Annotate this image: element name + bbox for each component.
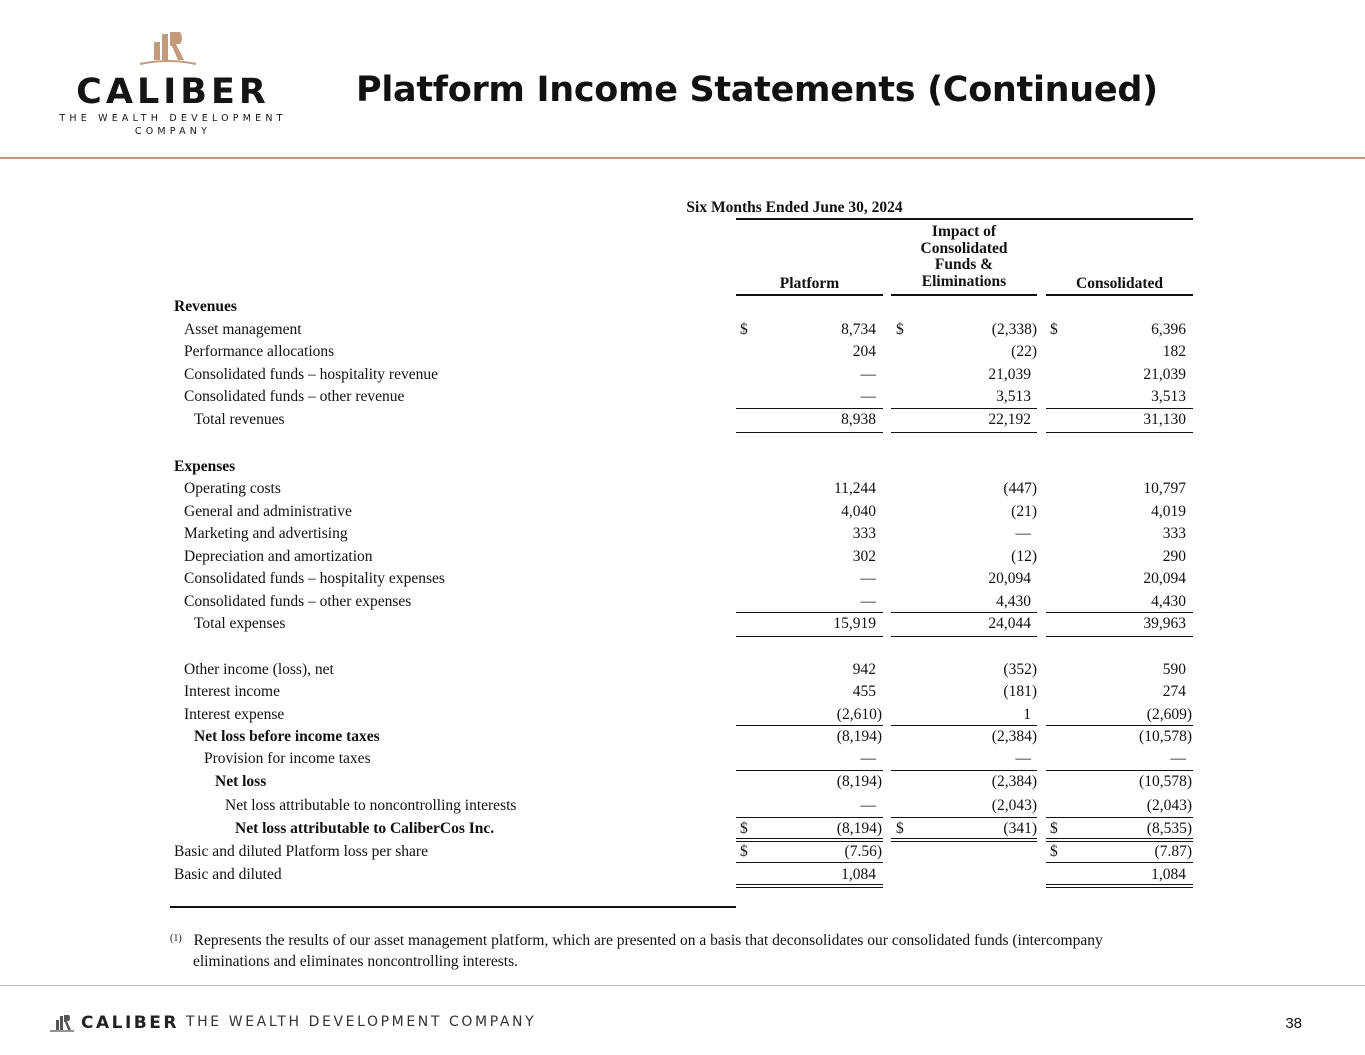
dollar-sign: $ [896, 321, 904, 338]
page-number: 38 [1285, 1015, 1302, 1032]
cell-platform: 942 [852, 661, 876, 678]
cell-impact: 20,094 [988, 570, 1031, 587]
col-header-rule [891, 294, 1037, 296]
table-rule [891, 725, 1037, 726]
row-label: Net loss [215, 773, 267, 790]
footer-wordmark: CALIBER [81, 1013, 179, 1033]
cell-consolidated: 39,963 [1143, 615, 1186, 632]
col-header-rule [736, 294, 883, 296]
footer-tagline: THE WEALTH DEVELOPMENT COMPANY [186, 1014, 537, 1030]
cell-impact: (181) [1003, 683, 1037, 700]
table-row [0, 661, 1365, 683]
table-row [0, 797, 1365, 819]
period-header: Six Months Ended June 30, 2024 [686, 199, 903, 216]
caliber-building-icon [50, 1014, 74, 1032]
row-label: Interest expense [184, 706, 285, 723]
cell-impact: (2,043) [991, 797, 1037, 814]
cell-platform: 15,919 [833, 615, 876, 632]
cell-platform: — [860, 797, 876, 814]
cell-consolidated: 1,084 [1151, 866, 1186, 883]
row-label: Net loss before income taxes [194, 728, 380, 745]
table-rule [891, 838, 1037, 842]
table-rule [891, 817, 1037, 818]
table-rule [736, 838, 883, 842]
cell-impact: (2,384) [991, 728, 1037, 745]
dollar-sign: $ [1050, 843, 1058, 860]
brand-tagline-line2: COMPANY [134, 126, 212, 137]
cell-platform: 455 [852, 683, 876, 700]
table-rule [736, 817, 883, 818]
table-row [0, 503, 1365, 525]
table-rule [1046, 838, 1193, 842]
cell-platform: 204 [852, 343, 876, 360]
brand-logo [48, 28, 298, 140]
cell-impact: 21,039 [988, 366, 1031, 383]
row-label: Total expenses [194, 615, 286, 632]
cell-platform: 333 [852, 525, 876, 542]
cell-consolidated: 6,396 [1151, 321, 1186, 338]
footnote-divider [170, 906, 736, 908]
table-row [0, 458, 1365, 480]
row-label: Total revenues [194, 411, 285, 428]
table-rule [736, 636, 883, 637]
table-rule [1046, 612, 1193, 613]
row-label: Net loss attributable to CaliberCos Inc. [235, 820, 495, 837]
brand-wordmark: CALIBER [76, 72, 270, 112]
row-label: Performance allocations [184, 343, 335, 360]
col-header-impact-line: Eliminations [921, 272, 1007, 290]
row-label: Consolidated funds – hospitality expenses [184, 570, 445, 587]
row-label: Consolidated funds – other revenue [184, 388, 405, 405]
cell-platform: 1,084 [841, 866, 876, 883]
cell-platform: 4,040 [841, 503, 876, 520]
dollar-sign: $ [1050, 820, 1058, 837]
cell-consolidated: (7.87) [1154, 843, 1192, 860]
col-header-impact-line: Consolidated [920, 239, 1008, 257]
table-rule [736, 884, 883, 888]
table-rule [736, 770, 883, 771]
footnote [170, 930, 1230, 972]
header-divider [0, 157, 1365, 159]
table-row [0, 728, 1365, 750]
cell-consolidated: 20,094 [1143, 570, 1186, 587]
cell-platform: (8,194) [836, 728, 882, 745]
col-header-impact [891, 224, 1037, 290]
col-header-rule [1046, 294, 1193, 296]
table-rule [736, 612, 883, 613]
table-rule [736, 725, 883, 726]
cell-platform: — [860, 570, 876, 587]
table-row [0, 773, 1365, 795]
table-row [0, 548, 1365, 570]
dollar-sign: $ [740, 820, 748, 837]
cell-impact: (447) [1003, 480, 1037, 497]
cell-consolidated: 10,797 [1143, 480, 1186, 497]
table-row [0, 321, 1365, 343]
row-label: Marketing and advertising [184, 525, 348, 542]
cell-impact: 3,513 [996, 388, 1031, 405]
row-label: Other income (loss), net [184, 661, 334, 678]
table-rule [891, 612, 1037, 613]
cell-consolidated: 182 [1162, 343, 1186, 360]
footnote-marker: (1) [170, 933, 182, 944]
table-rule [891, 770, 1037, 771]
footnote-line2: eliminations and eliminates noncontrolling interests. [193, 953, 519, 970]
table-rule [1046, 408, 1193, 409]
footnote-line1 [170, 930, 1230, 951]
cell-platform: (8,194) [836, 773, 882, 790]
col-header-impact-line: Impact of [931, 223, 997, 240]
cell-platform: (7.56) [844, 843, 882, 860]
cell-consolidated: 333 [1162, 525, 1186, 542]
row-label: Consolidated funds – hospitality revenue [184, 366, 438, 383]
cell-platform: — [860, 388, 876, 405]
cell-impact: (21) [1011, 503, 1037, 520]
cell-impact: (341) [1003, 820, 1037, 837]
table-rule [891, 636, 1037, 637]
cell-platform: (2,610) [836, 706, 882, 723]
table-rule [1046, 817, 1193, 818]
brand-tagline [48, 112, 298, 138]
table-rule [1046, 862, 1193, 863]
cell-consolidated: (2,043) [1146, 797, 1192, 814]
row-label: Revenues [174, 298, 237, 315]
col-header-platform: Platform [779, 275, 840, 292]
cell-platform: 11,244 [833, 480, 876, 497]
cell-consolidated: 21,039 [1143, 366, 1186, 383]
row-label: Consolidated funds – other expenses [184, 593, 412, 610]
table-row [0, 615, 1365, 637]
cell-consolidated: (8,535) [1146, 820, 1192, 837]
row-label: Provision for income taxes [204, 750, 371, 767]
table-rule [736, 862, 883, 863]
period-header-rule [736, 218, 1193, 220]
table-row [0, 525, 1365, 547]
page-title: Platform Income Statements (Continued) [356, 70, 1158, 110]
table-rule [1046, 884, 1193, 888]
cell-platform: 8,938 [841, 411, 876, 428]
cell-consolidated: 290 [1162, 548, 1186, 565]
cell-impact: — [1015, 750, 1031, 767]
table-rule [1046, 432, 1193, 433]
table-rule [736, 432, 883, 433]
dollar-sign: $ [740, 321, 748, 338]
row-label: Expenses [174, 458, 236, 475]
cell-consolidated: 31,130 [1143, 411, 1186, 428]
row-label: Operating costs [184, 480, 281, 497]
row-label: General and administrative [184, 503, 352, 520]
table-row [0, 750, 1365, 772]
row-label: Depreciation and amortization [184, 548, 373, 565]
cell-consolidated: — [1170, 750, 1186, 767]
table-row [0, 298, 1365, 320]
cell-platform: 302 [852, 548, 876, 565]
table-rule [736, 408, 883, 409]
cell-impact: 1 [1023, 706, 1031, 723]
cell-platform: — [860, 366, 876, 383]
table-rule [1046, 636, 1193, 637]
row-label: Basic and diluted Platform loss per share [174, 843, 428, 860]
cell-impact: (12) [1011, 548, 1037, 565]
table-rule [1046, 770, 1193, 771]
cell-impact: 22,192 [988, 411, 1031, 428]
col-header-impact-line: Funds & [934, 256, 994, 273]
dollar-sign: $ [896, 820, 904, 837]
table-rule [891, 408, 1037, 409]
cell-consolidated: 274 [1162, 683, 1186, 700]
row-label: Interest income [184, 683, 280, 700]
cell-impact: 4,430 [996, 593, 1031, 610]
cell-impact: (22) [1011, 343, 1037, 360]
table-row [0, 683, 1365, 705]
cell-platform: — [860, 593, 876, 610]
cell-consolidated: 590 [1162, 661, 1186, 678]
brand-tagline-line1: THE WEALTH DEVELOPMENT [59, 113, 287, 124]
table-rule [891, 432, 1037, 433]
caliber-building-icon [136, 28, 200, 68]
row-label: Asset management [184, 321, 302, 338]
row-label: Basic and diluted [174, 866, 282, 883]
dollar-sign: $ [740, 843, 748, 860]
cell-consolidated: (10,578) [1139, 728, 1192, 745]
table-row [0, 388, 1365, 410]
cell-consolidated: (10,578) [1139, 773, 1192, 790]
footnote-text: Represents the results of our asset management platform, which are presented on a basis that deconsolidates our consolidated funds (intercompany [193, 932, 1103, 949]
cell-impact: 24,044 [988, 615, 1031, 632]
table-rule [1046, 725, 1193, 726]
cell-consolidated: 4,019 [1151, 503, 1186, 520]
table-row [0, 343, 1365, 365]
cell-consolidated: 3,513 [1151, 388, 1186, 405]
cell-consolidated: 4,430 [1151, 593, 1186, 610]
table-row [0, 411, 1365, 433]
cell-impact: — [1015, 525, 1031, 542]
footer-divider [0, 985, 1365, 986]
cell-platform: 8,734 [841, 321, 876, 338]
col-header-consolidated: Consolidated [1076, 275, 1163, 292]
cell-impact: (2,338) [991, 321, 1037, 338]
table-row [0, 366, 1365, 388]
cell-platform: — [860, 750, 876, 767]
row-label: Net loss attributable to noncontrolling interests [225, 797, 517, 814]
table-row [0, 480, 1365, 502]
cell-consolidated: (2,609) [1146, 706, 1192, 723]
cell-impact: (352) [1003, 661, 1037, 678]
table-row [0, 570, 1365, 592]
dollar-sign: $ [1050, 321, 1058, 338]
cell-impact: (2,384) [991, 773, 1037, 790]
cell-platform: (8,194) [836, 820, 882, 837]
